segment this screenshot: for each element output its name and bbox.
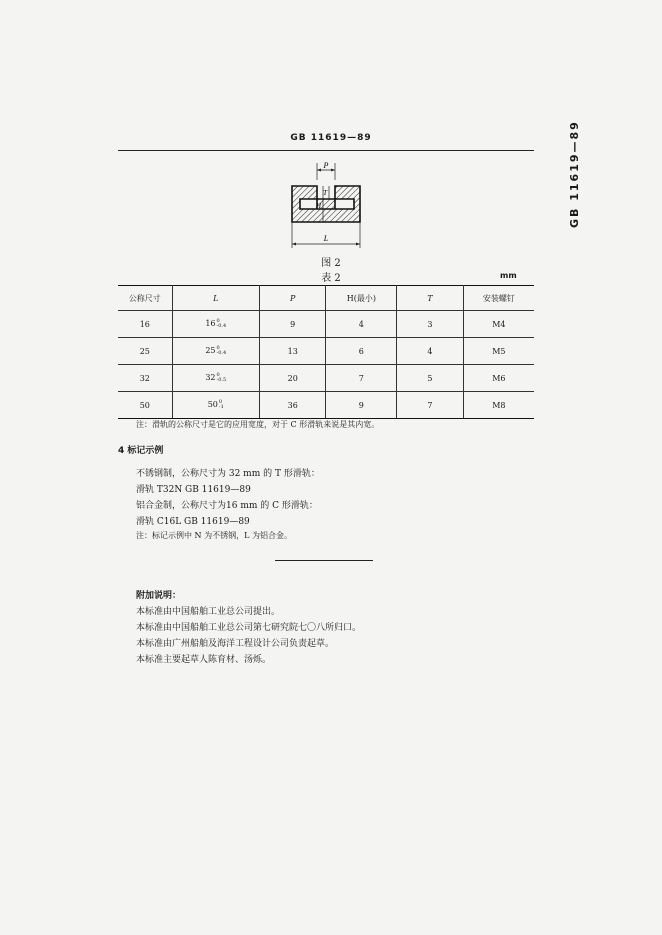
table-row [118,392,534,419]
tol-lower: -1 [218,404,224,410]
cell-l [172,365,259,392]
table-row [118,311,534,338]
p-arrow-left [317,169,321,172]
l-arrow-left [292,243,296,246]
cell-l-tolerance [217,373,227,383]
tol-upper: 0 [218,399,223,405]
p-label: P [323,161,329,170]
cell-l [172,338,259,365]
marking-line-4: 滑轨 C16L GB 11619—89 [136,517,250,527]
section-separator [275,560,373,561]
table-note: 注：滑轨的公称尺寸是它的应用宽度，对于 C 形滑轨来说是其内宽。 [136,420,380,429]
appendix-line-1: 本标准由中国船舶工业总公司提出。 [136,607,281,617]
cell-l-value: 16 [205,319,216,328]
cell-l-value: 50 [207,400,218,409]
cell-h: 4 [326,311,397,338]
cell-h: 7 [326,365,397,392]
appendix-title: 附加说明： [136,591,182,601]
cell-l-tolerance [217,319,227,329]
cell-nominal: 25 [118,338,172,365]
cell-nominal: 16 [118,311,172,338]
appendix-line-2: 本标准由中国船舶工业总公司第七研究院七〇八所归口。 [136,623,362,633]
tol-lower: -0.4 [216,350,227,356]
cell-p: 9 [259,311,326,338]
tol-upper: 0 [216,345,220,351]
tol-lower: -0.5 [216,377,227,383]
l-label: L [323,234,329,243]
l-arrow-right [356,243,360,246]
col-header-p: P [259,286,326,311]
p-arrow-right [331,169,335,172]
appendix-line-4: 本标准主要起草人陈育材、汤烁。 [136,655,272,665]
table-row [118,365,534,392]
cell-l [172,311,259,338]
appendix-line-3: 本标准由广州船舶及海洋工程设计公司负责起草。 [136,639,335,649]
page-header: GB 11619—89 [290,133,372,143]
cell-p: 20 [259,365,326,392]
cell-h: 6 [326,338,397,365]
cell-screw: M4 [463,311,534,338]
col-header-t: T [397,286,464,311]
cell-t: 4 [397,338,464,365]
col-header-screw: 安装螺钉 [463,286,534,311]
cell-l-tolerance [217,346,227,356]
cell-nominal: 50 [118,392,172,419]
h-label: H [315,202,321,210]
tol-lower: -0.4 [216,323,227,329]
marking-line-1: 不锈钢制，公称尺寸为 32 mm 的 T 形滑轨： [136,469,320,479]
cell-nominal: 32 [118,365,172,392]
col-header-h: H(最小) [326,286,397,311]
section-4-heading: 4 标记示例 [118,446,164,456]
table-header-row [118,286,534,311]
marking-note: 注：标记示例中 N 为不锈钢，L 为铝合金。 [136,531,292,540]
marking-line-3: 铝合金制，公称尺寸为16 mm 的 C 形滑轨： [136,501,318,511]
marking-line-2: 滑轨 T32N GB 11619—89 [136,485,251,495]
table-caption: 表 2 [321,273,341,284]
cell-screw: M6 [463,365,534,392]
cell-t: 5 [397,365,464,392]
header-rule [118,150,534,151]
cell-screw: M5 [463,338,534,365]
cell-t: 3 [397,311,464,338]
table-unit: mm [500,271,517,280]
cell-p: 36 [259,392,326,419]
cell-l [172,392,259,419]
col-header-l: L [172,286,259,311]
cell-t: 7 [397,392,464,419]
t-label: T [323,189,327,197]
spec-table [118,285,534,419]
tol-upper: 0 [216,372,220,378]
rail-cross-section-figure [284,160,368,252]
cell-l-value: 32 [205,373,216,382]
cell-l-value: 25 [205,346,216,355]
table-row [118,338,534,365]
tol-upper: 0 [216,318,220,324]
cell-p: 13 [259,338,326,365]
col-header-nominal: 公称尺寸 [118,286,172,311]
cell-h: 9 [326,392,397,419]
side-standard-code: GB 11619—89 [568,120,581,228]
cell-l-tolerance [219,400,224,410]
cell-screw: M8 [463,392,534,419]
figure-caption: 图 2 [321,258,341,269]
